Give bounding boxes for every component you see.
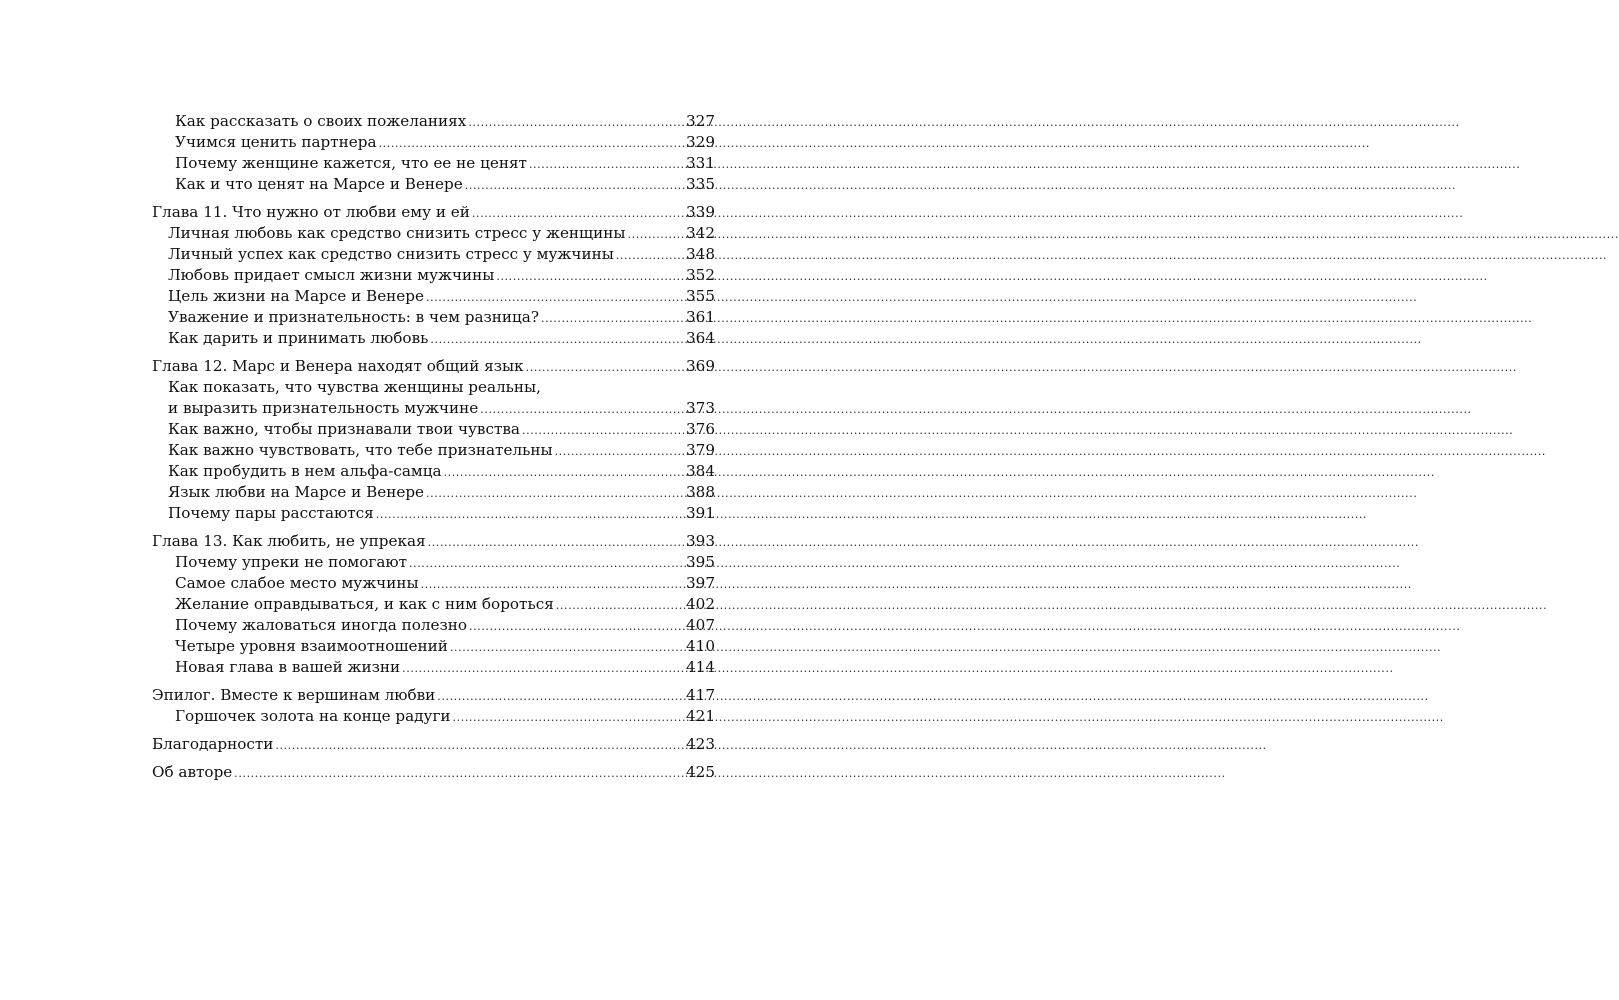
dot-leader (430, 329, 679, 350)
toc-subsection-entry[interactable] (152, 132, 715, 153)
dot-leader (379, 133, 679, 154)
toc-entry-title: Самое слабое место мужчины (175, 574, 419, 592)
toc-page-number: 417 (686, 686, 715, 704)
toc-page-number: 407 (686, 616, 715, 634)
toc-entry-title: Личный успех как средство снизить стресс у мужчины (168, 245, 614, 263)
toc-page-number: 348 (686, 245, 715, 263)
toc-entry-title: Почему жаловаться иногда полезно (175, 616, 468, 634)
dot-leader (526, 357, 679, 378)
dot-leader (469, 616, 679, 637)
dot-leader (480, 399, 679, 420)
toc-entry-title: Любовь придает смысл жизни мужчины (168, 266, 495, 284)
toc-subsection-entry[interactable] (152, 377, 715, 398)
toc-section (152, 356, 715, 524)
toc-entry-title: Об авторе (152, 763, 233, 781)
toc-subsection-entry[interactable] (152, 223, 715, 244)
dot-leader (402, 658, 679, 679)
toc-entry-title: Благодарности (152, 735, 274, 753)
toc-subsection-entry[interactable] (152, 153, 715, 174)
toc-chapter-entry[interactable] (152, 734, 715, 755)
toc-page-number: 327 (686, 112, 715, 130)
dot-leader (468, 112, 679, 133)
toc-entry-title: и выразить признательность мужчине (168, 399, 479, 417)
dot-leader (409, 553, 679, 574)
toc-entry-title: Глава 12. Марс и Венера находят общий язык (152, 357, 524, 375)
dot-leader (450, 637, 679, 658)
toc-page-number: 402 (686, 595, 715, 613)
toc-entry-title: Учимся ценить партнера (175, 133, 377, 151)
toc-entry-title: Новая глава в вашей жизни (175, 658, 401, 676)
toc-subsection-entry[interactable] (152, 706, 715, 727)
toc-chapter-entry[interactable] (152, 531, 715, 552)
dot-leader (496, 266, 679, 287)
toc-page-number: 335 (686, 175, 715, 193)
toc-page-number: 397 (686, 574, 715, 592)
toc-subsection-entry[interactable] (152, 461, 715, 482)
toc-subsection-entry[interactable] (152, 594, 715, 615)
toc-subsection-entry[interactable] (152, 398, 715, 419)
dot-leader (465, 175, 679, 196)
toc-entry-title: Как рассказать о своих пожеланиях (175, 112, 467, 130)
toc-page-number: 373 (686, 399, 715, 417)
toc-page-number: 414 (686, 658, 715, 676)
toc-page-number: 391 (686, 504, 715, 522)
toc-page-number: 423 (686, 735, 715, 753)
toc-subsection-entry[interactable] (152, 244, 715, 265)
toc-chapter-entry[interactable] (152, 202, 715, 223)
toc-subsection-entry[interactable] (152, 328, 715, 349)
toc-section (152, 202, 715, 349)
toc-section (152, 734, 715, 755)
toc-entry-title: Почему женщине кажется, что ее не ценят (175, 154, 527, 172)
toc-subsection-entry[interactable] (152, 636, 715, 657)
toc-section (152, 531, 715, 678)
toc-subsection-entry[interactable] (152, 265, 715, 286)
toc-subsection-entry[interactable] (152, 419, 715, 440)
toc-page-number: 352 (686, 266, 715, 284)
toc-page-number: 384 (686, 462, 715, 480)
toc-entry-title: Глава 11. Что нужно от любви ему и ей (152, 203, 470, 221)
table-of-contents (152, 111, 715, 783)
dot-leader (616, 245, 679, 266)
toc-section (152, 111, 715, 195)
toc-subsection-entry[interactable] (152, 111, 715, 132)
toc-subsection-entry[interactable] (152, 657, 715, 678)
toc-entry-title: Почему пары расстаются (168, 504, 374, 522)
toc-entry-title: Уважение и признательность: в чем разница? (168, 308, 539, 326)
dot-leader (556, 595, 679, 616)
dot-leader (234, 763, 679, 784)
toc-page-number: 410 (686, 637, 715, 655)
dot-leader (522, 420, 679, 441)
toc-section (152, 685, 715, 727)
toc-page-number: 342 (686, 224, 715, 242)
toc-entry-title: Цель жизни на Марсе и Венере (168, 287, 424, 305)
dot-leader (472, 203, 679, 224)
toc-page-number: 355 (686, 287, 715, 305)
toc-entry-title: Язык любви на Марсе и Венере (168, 483, 425, 501)
dot-leader (453, 707, 679, 728)
toc-page-number: 421 (686, 707, 715, 725)
toc-entry-title: Эпилог. Вместе к вершинам любви (152, 686, 436, 704)
toc-page-number: 388 (686, 483, 715, 501)
toc-page-number: 379 (686, 441, 715, 459)
toc-subsection-entry[interactable] (152, 503, 715, 524)
toc-entry-title: Почему упреки не помогают (175, 553, 408, 571)
book-page (0, 0, 800, 1000)
toc-page-number: 329 (686, 133, 715, 151)
toc-page-number: 361 (686, 308, 715, 326)
toc-page-number: 364 (686, 329, 715, 347)
toc-subsection-entry[interactable] (152, 174, 715, 195)
toc-subsection-entry[interactable] (152, 482, 715, 503)
toc-page-number: 339 (686, 203, 715, 221)
toc-subsection-entry[interactable] (152, 440, 715, 461)
dot-leader (555, 441, 679, 462)
dot-leader (428, 532, 679, 553)
dot-leader (628, 224, 679, 245)
dot-leader (421, 574, 679, 595)
dot-leader (541, 308, 679, 329)
toc-entry-title: Как показать, что чувства женщины реальны, (168, 378, 541, 396)
dot-leader (275, 735, 679, 756)
toc-chapter-entry[interactable] (152, 356, 715, 377)
toc-page-number: 395 (686, 553, 715, 571)
toc-entry-title: Желание оправдываться, и как с ним бороться (175, 595, 554, 613)
dot-leader (376, 504, 679, 525)
toc-page-number: 331 (686, 154, 715, 172)
toc-entry-title: Четыре уровня взаимоотношений (175, 637, 448, 655)
toc-entry-title: Как дарить и принимать любовь (168, 329, 429, 347)
toc-entry-title: Как важно, чтобы признавали твои чувства (168, 420, 520, 438)
toc-page-number: 425 (686, 763, 715, 781)
toc-entry-title: Глава 13. Как любить, не упрекая (152, 532, 426, 550)
toc-page-number: 376 (686, 420, 715, 438)
toc-chapter-entry[interactable] (152, 762, 715, 783)
dot-leader (426, 287, 679, 308)
dot-leader (437, 686, 679, 707)
toc-section (152, 762, 715, 783)
toc-chapter-entry[interactable] (152, 685, 715, 706)
toc-subsection-entry[interactable] (152, 552, 715, 573)
toc-subsection-entry[interactable] (152, 615, 715, 636)
toc-subsection-entry[interactable] (152, 307, 715, 328)
toc-subsection-entry[interactable] (152, 286, 715, 307)
toc-entry-title: Личная любовь как средство снизить стресс у женщины (168, 224, 626, 242)
toc-entry-title: Как пробудить в нем альфа-самца (168, 462, 442, 480)
toc-entry-title: Горшочек золота на конце радуги (175, 707, 451, 725)
toc-page-number: 369 (686, 357, 715, 375)
toc-entry-title: Как и что ценят на Марсе и Венере (175, 175, 463, 193)
toc-page-number: 393 (686, 532, 715, 550)
dot-leader (529, 154, 679, 175)
toc-subsection-entry[interactable] (152, 573, 715, 594)
dot-leader (444, 462, 679, 483)
toc-entry-title: Как важно чувствовать, что тебе признательны (168, 441, 553, 459)
dot-leader (426, 483, 679, 504)
